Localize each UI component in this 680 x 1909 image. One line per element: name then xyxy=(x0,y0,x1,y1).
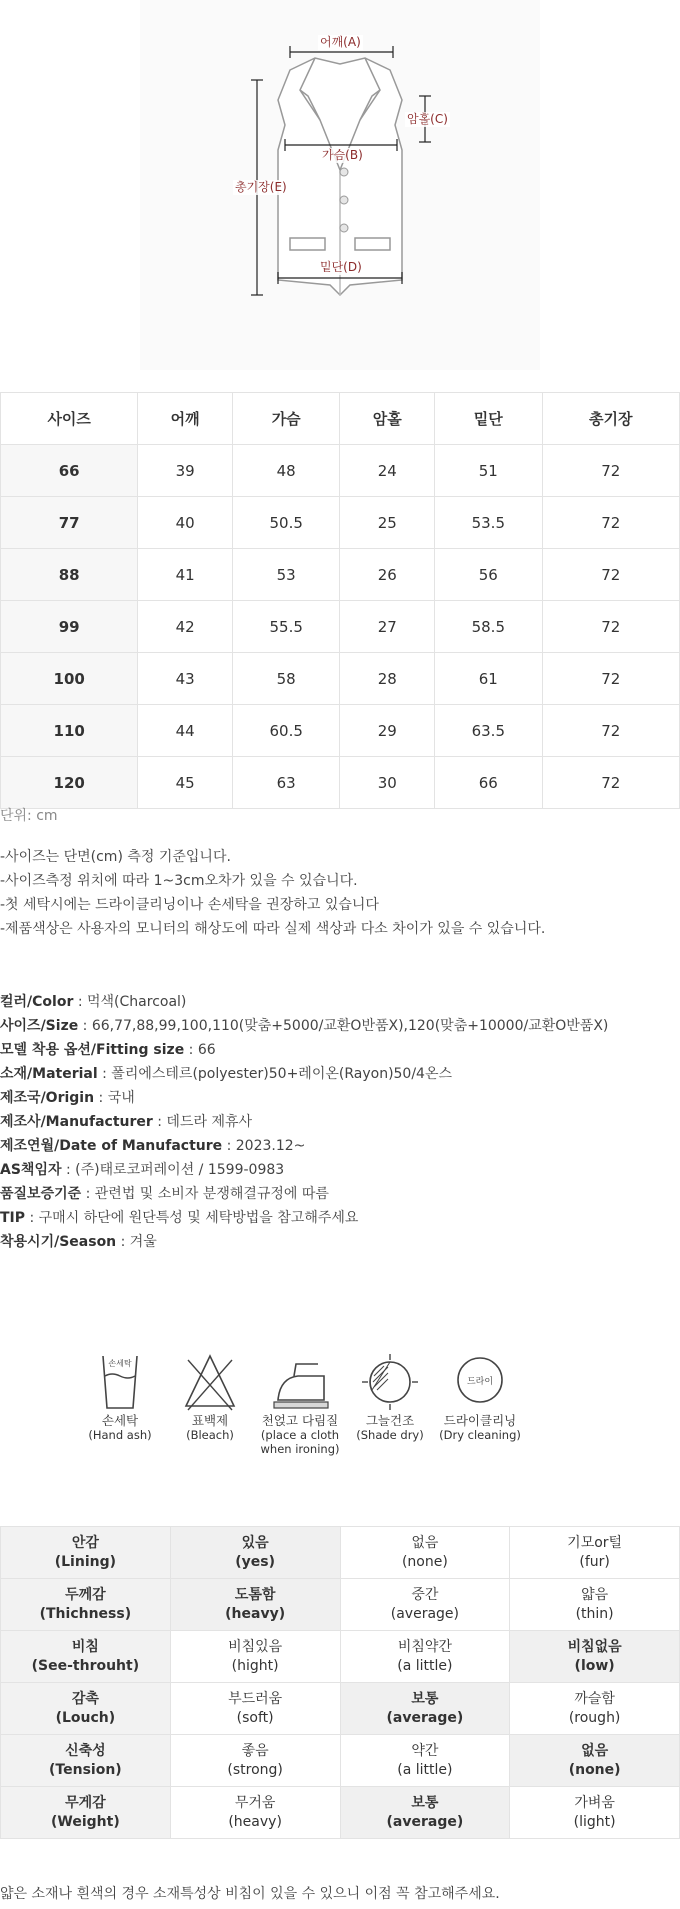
table-cell: 50.5 xyxy=(232,497,340,549)
fabric-footnote: 얇은 소재나 흰색의 경우 소재특성상 비침이 있을 수 있으니 이점 꼭 참고해주세요. xyxy=(0,1886,500,1902)
attribute-option-cell xyxy=(340,1735,510,1787)
size-table-header xyxy=(1,393,680,445)
spec-value: : (주)태로코퍼레이션 / 1599-0983 xyxy=(61,1162,285,1178)
care-item-shade-dry xyxy=(340,1350,440,1442)
attribute-option-cell xyxy=(340,1787,510,1839)
attribute-option-cell xyxy=(510,1735,680,1787)
attribute-option-cell xyxy=(170,1527,340,1579)
attribute-option-cell xyxy=(170,1579,340,1631)
table-cell: 55.5 xyxy=(232,601,340,653)
spec-row xyxy=(0,1110,608,1134)
table-row xyxy=(1,601,680,653)
unit-label: 단위: cm xyxy=(0,808,58,824)
attribute-option: 좋음 xyxy=(241,1742,269,1759)
table-cell: 27 xyxy=(340,601,435,653)
attribute-option-cell xyxy=(510,1579,680,1631)
attribute-option: 부드러움 xyxy=(228,1690,283,1707)
table-cell: 61 xyxy=(435,653,543,705)
product-specs xyxy=(0,990,608,1254)
table-cell: 72 xyxy=(542,757,679,809)
attribute-row xyxy=(1,1787,680,1839)
table-cell: 72 xyxy=(542,705,679,757)
table-cell: 24 xyxy=(340,445,435,497)
spec-key: 제조사/Manufacturer xyxy=(0,1114,153,1130)
table-cell: 53.5 xyxy=(435,497,543,549)
attribute-option: 보통 xyxy=(411,1690,439,1707)
attribute-option-cell xyxy=(340,1683,510,1735)
care-sub: (Dry cleaning) xyxy=(439,1428,521,1442)
no-bleach-icon xyxy=(160,1350,260,1414)
note-line: -사이즈측정 위치에 따라 1~3cm오차가 있을 수 있습니다. xyxy=(0,873,358,889)
attribute-option-cell xyxy=(340,1631,510,1683)
table-cell: 45 xyxy=(138,757,233,809)
attribute-name-cell xyxy=(1,1527,171,1579)
spec-row xyxy=(0,1086,608,1110)
header-cell: 밑단 xyxy=(435,393,543,445)
attribute-option-en: (fur) xyxy=(579,1553,610,1570)
attribute-name: 비침 xyxy=(71,1638,99,1655)
spec-key: 착용시기/Season xyxy=(0,1234,117,1250)
dry-cleaning-icon xyxy=(430,1350,530,1414)
size-cell: 77 xyxy=(1,497,138,549)
table-row xyxy=(1,497,680,549)
size-cell: 100 xyxy=(1,653,138,705)
fabric-attribute-table xyxy=(0,1526,680,1839)
size-table xyxy=(0,392,680,809)
header-cell: 어깨 xyxy=(138,393,233,445)
attribute-option-cell xyxy=(340,1579,510,1631)
attribute-option: 무거움 xyxy=(234,1794,276,1811)
attribute-name: 무게감 xyxy=(65,1794,106,1811)
spec-key: AS책임자 xyxy=(0,1162,62,1178)
size-cell: 110 xyxy=(1,705,138,757)
measurement-diagram xyxy=(140,0,540,370)
spec-key: 제조국/Origin xyxy=(0,1090,95,1106)
header-cell: 암홀 xyxy=(340,393,435,445)
attribute-name-en: (See-throuht) xyxy=(31,1657,140,1674)
table-cell: 60.5 xyxy=(232,705,340,757)
table-cell: 25 xyxy=(340,497,435,549)
attribute-name: 안감 xyxy=(71,1534,99,1551)
table-cell: 63 xyxy=(232,757,340,809)
spec-row xyxy=(0,1014,608,1038)
table-row xyxy=(1,757,680,809)
attribute-option-en: (a little) xyxy=(397,1657,453,1674)
shade-dry-icon xyxy=(340,1350,440,1414)
table-cell: 51 xyxy=(435,445,543,497)
attribute-option: 비침있음 xyxy=(228,1638,283,1655)
spec-value: : 66,77,88,99,100,110(맞춤+5000/교환O반품X),120(맞춤+10000/교환O반품X) xyxy=(78,1018,609,1034)
spec-key: 컬러/Color xyxy=(0,994,74,1010)
care-label: 손세탁 xyxy=(101,1413,139,1428)
attribute-name-cell xyxy=(1,1631,171,1683)
spec-value: : 폴리에스테르(polyester)50+레이온(Rayon)50/4온스 xyxy=(97,1066,453,1082)
size-cell: 88 xyxy=(1,549,138,601)
attribute-option: 비침없음 xyxy=(567,1638,622,1655)
table-cell: 39 xyxy=(138,445,233,497)
attribute-option-cell xyxy=(340,1527,510,1579)
table-cell: 56 xyxy=(435,549,543,601)
table-cell: 66 xyxy=(435,757,543,809)
attribute-option: 없음 xyxy=(411,1534,439,1551)
spec-row xyxy=(0,1158,608,1182)
attribute-option-en: (yes) xyxy=(235,1553,275,1570)
table-cell: 58.5 xyxy=(435,601,543,653)
attribute-name-cell xyxy=(1,1579,171,1631)
hand-wash-icon-text: 손세탁 xyxy=(108,1359,132,1368)
attribute-option: 없음 xyxy=(581,1742,609,1759)
table-cell: 72 xyxy=(542,549,679,601)
spec-key: 제조연월/Date of Manufacture xyxy=(0,1138,223,1154)
attribute-option-en: (none) xyxy=(401,1553,448,1570)
table-row xyxy=(1,549,680,601)
size-cell: 66 xyxy=(1,445,138,497)
attribute-option-en: (soft) xyxy=(236,1709,274,1726)
length-label: 총기장(E) xyxy=(235,180,287,194)
spec-value: : 2023.12~ xyxy=(222,1138,306,1154)
armhole-label: 암홀(C) xyxy=(407,112,448,126)
spec-value: : 겨울 xyxy=(116,1234,157,1250)
attribute-option-cell xyxy=(510,1787,680,1839)
spec-row xyxy=(0,1038,608,1062)
spec-value: : 먹색(Charcoal) xyxy=(73,994,187,1010)
table-cell: 63.5 xyxy=(435,705,543,757)
attribute-name-cell xyxy=(1,1683,171,1735)
spec-value: : 데드라 제휴사 xyxy=(152,1114,253,1130)
care-item-no-bleach xyxy=(160,1350,260,1442)
attribute-row xyxy=(1,1683,680,1735)
attribute-row xyxy=(1,1527,680,1579)
spec-key: 품질보증기준 xyxy=(0,1186,82,1202)
table-cell: 26 xyxy=(340,549,435,601)
attribute-option: 도톰함 xyxy=(234,1586,276,1603)
attribute-option-cell xyxy=(510,1527,680,1579)
spec-value: : 관련법 및 소비자 분쟁해결규정에 따름 xyxy=(81,1186,329,1202)
spec-value: : 구매시 하단에 원단특성 및 세탁방법을 참고해주세요 xyxy=(25,1210,359,1226)
attribute-row xyxy=(1,1735,680,1787)
care-sub: (Shade dry) xyxy=(356,1428,424,1442)
size-cell: 120 xyxy=(1,757,138,809)
attribute-option: 있음 xyxy=(241,1534,269,1551)
attribute-option-cell xyxy=(170,1631,340,1683)
attribute-option-en: (thin) xyxy=(575,1605,614,1622)
spec-row xyxy=(0,1062,608,1086)
attribute-option-en: (light) xyxy=(573,1813,616,1830)
note-line: -사이즈는 단면(cm) 측정 기준입니다. xyxy=(0,849,231,865)
table-cell: 72 xyxy=(542,601,679,653)
table-row xyxy=(1,705,680,757)
care-item-iron xyxy=(250,1350,350,1456)
attribute-option: 까슬함 xyxy=(574,1690,615,1707)
attribute-option-cell xyxy=(170,1683,340,1735)
spec-row xyxy=(0,1182,608,1206)
attribute-option: 약간 xyxy=(411,1742,439,1759)
table-cell: 28 xyxy=(340,653,435,705)
attribute-option-en: (average) xyxy=(386,1813,464,1830)
table-cell: 30 xyxy=(340,757,435,809)
spec-row xyxy=(0,990,608,1014)
attribute-name: 신축성 xyxy=(65,1742,106,1759)
attribute-option: 비침약간 xyxy=(397,1638,452,1655)
spec-value: : 66 xyxy=(184,1042,216,1058)
attribute-name-en: (Louch) xyxy=(55,1709,116,1726)
spec-key: TIP xyxy=(0,1210,26,1226)
attribute-name-en: (Lining) xyxy=(54,1553,117,1570)
attribute-name-cell xyxy=(1,1787,171,1839)
table-cell: 40 xyxy=(138,497,233,549)
attribute-option-cell xyxy=(510,1683,680,1735)
shoulder-label: 어깨(A) xyxy=(320,35,361,49)
care-label: 천얹고 다림질 xyxy=(261,1413,339,1428)
attribute-option-en: (average) xyxy=(390,1605,459,1622)
attribute-option-en: (a little) xyxy=(397,1761,453,1778)
table-cell: 53 xyxy=(232,549,340,601)
attribute-option-en: (heavy) xyxy=(228,1813,282,1830)
care-sub: (Hand ash) xyxy=(88,1428,152,1442)
attribute-name-cell xyxy=(1,1735,171,1787)
header-cell: 사이즈 xyxy=(1,393,138,445)
dry-cleaning-icon-text: 드라이 xyxy=(466,1377,494,1387)
attribute-option-en: (average) xyxy=(386,1709,464,1726)
vest-illustration xyxy=(140,0,540,370)
care-label: 그늘건조 xyxy=(365,1413,415,1428)
table-cell: 72 xyxy=(542,653,679,705)
spec-key: 소재/Material xyxy=(0,1066,98,1082)
spec-key: 모델 착용 옵션/Fitting size xyxy=(0,1042,185,1058)
note-line: -첫 세탁시에는 드라이클리닝이나 손세탁을 권장하고 있습니다 xyxy=(0,897,379,913)
iron-with-cloth-icon xyxy=(250,1350,350,1414)
spec-row xyxy=(0,1230,608,1254)
attribute-name-en: (Weight) xyxy=(51,1813,120,1830)
attribute-option-cell xyxy=(170,1735,340,1787)
attribute-option: 얇음 xyxy=(581,1586,609,1603)
table-cell: 72 xyxy=(542,497,679,549)
attribute-name-en: (Tension) xyxy=(49,1761,122,1778)
care-label: 표백제 xyxy=(191,1413,229,1428)
table-cell: 48 xyxy=(232,445,340,497)
table-cell: 72 xyxy=(542,445,679,497)
header-cell: 총기장 xyxy=(542,393,679,445)
table-cell: 42 xyxy=(138,601,233,653)
care-item-dry-clean xyxy=(430,1350,530,1442)
attribute-option-en: (hight) xyxy=(231,1657,279,1674)
attribute-name-en: (Thichness) xyxy=(39,1605,132,1622)
attribute-option-en: (strong) xyxy=(227,1761,283,1778)
table-row xyxy=(1,653,680,705)
table-cell: 44 xyxy=(138,705,233,757)
attribute-option: 가벼움 xyxy=(574,1794,615,1811)
hem-label: 밑단(D) xyxy=(320,260,362,274)
size-cell: 99 xyxy=(1,601,138,653)
care-sub: (Bleach) xyxy=(186,1428,234,1442)
care-label: 드라이클리닝 xyxy=(443,1413,517,1428)
spec-row xyxy=(0,1206,608,1230)
attribute-row xyxy=(1,1631,680,1683)
attribute-option-en: (low) xyxy=(574,1657,615,1674)
attribute-name: 두께감 xyxy=(65,1586,106,1603)
attribute-option-cell xyxy=(170,1787,340,1839)
table-row xyxy=(1,445,680,497)
table-cell: 43 xyxy=(138,653,233,705)
care-instructions xyxy=(70,1350,550,1470)
attribute-option-en: (rough) xyxy=(568,1709,621,1726)
spec-value: : 국내 xyxy=(94,1090,135,1106)
attribute-name: 감촉 xyxy=(71,1690,99,1707)
hand-wash-icon xyxy=(70,1350,170,1414)
attribute-option: 중간 xyxy=(411,1586,439,1603)
table-cell: 41 xyxy=(138,549,233,601)
attribute-option: 보통 xyxy=(411,1794,439,1811)
care-sub: (place a cloth when ironing) xyxy=(260,1428,340,1456)
table-cell: 29 xyxy=(340,705,435,757)
note-line: -제품색상은 사용자의 모니터의 해상도에 따라 실제 색상과 다소 차이가 있을 수 있습니다. xyxy=(0,921,546,937)
spec-row xyxy=(0,1134,608,1158)
table-cell: 58 xyxy=(232,653,340,705)
chest-label: 가슴(B) xyxy=(322,148,363,162)
attribute-option-cell xyxy=(510,1631,680,1683)
care-item-hand-wash xyxy=(70,1350,170,1442)
attribute-option: 기모or털 xyxy=(567,1534,623,1551)
attribute-option-en: (none) xyxy=(568,1761,621,1778)
size-notes xyxy=(0,845,545,941)
attribute-row xyxy=(1,1579,680,1631)
attribute-option-en: (heavy) xyxy=(225,1605,286,1622)
header-cell: 가슴 xyxy=(232,393,340,445)
spec-key: 사이즈/Size xyxy=(0,1018,79,1034)
